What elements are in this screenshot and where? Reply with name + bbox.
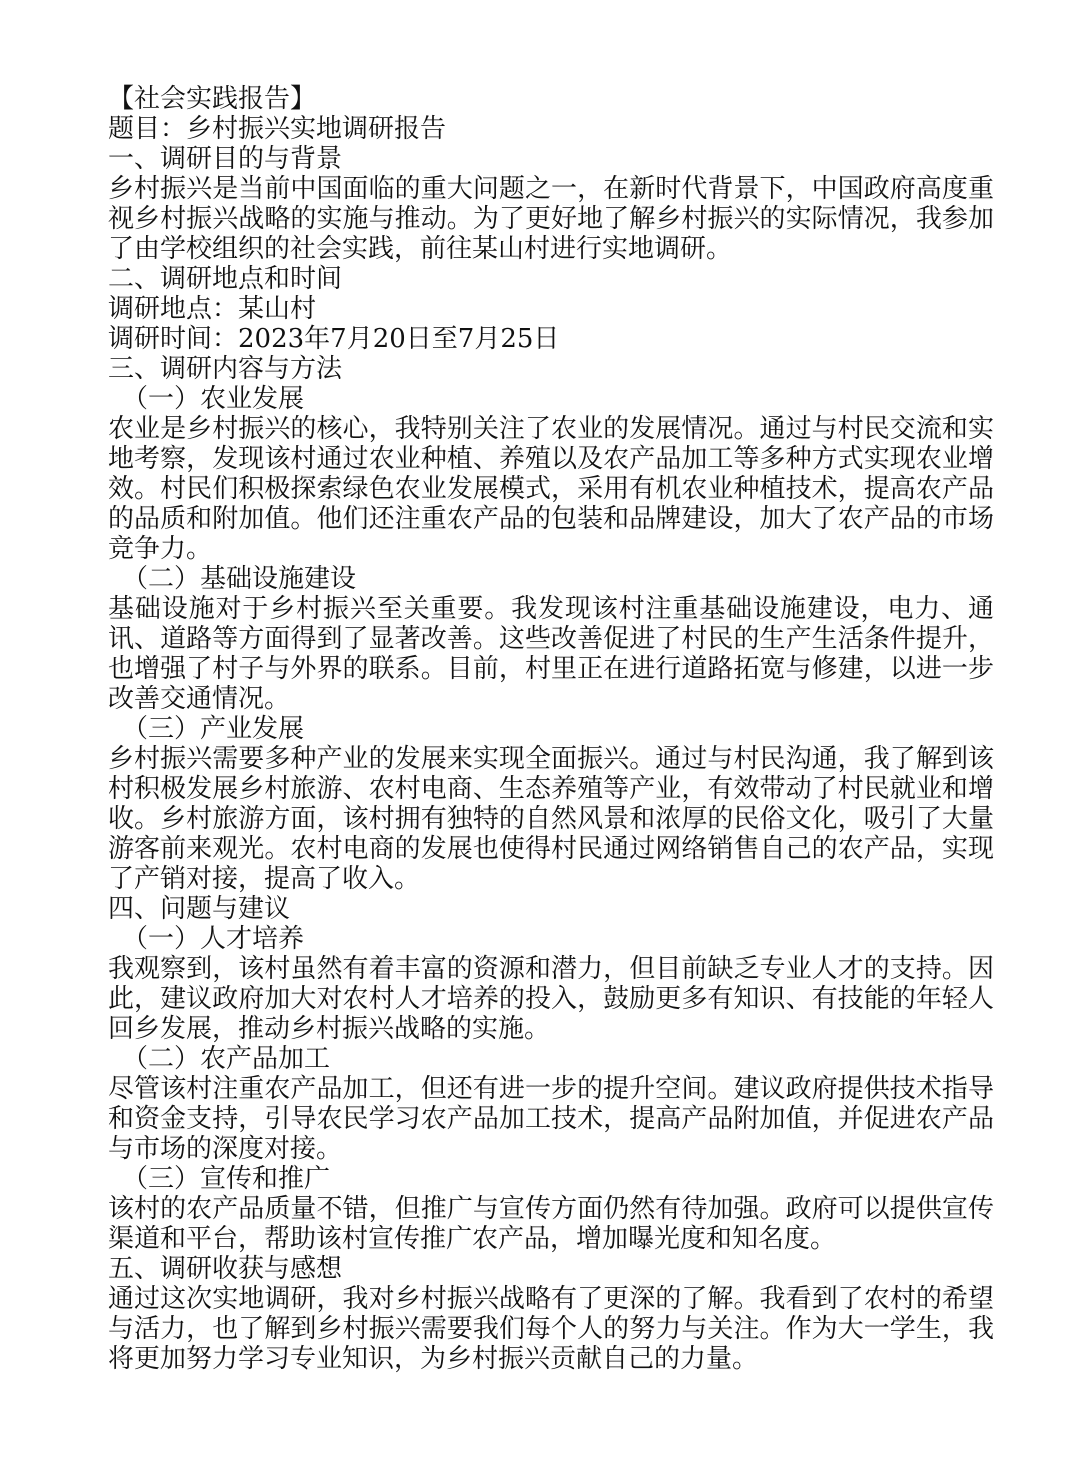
- report-page: [108, 84, 994, 1374]
- survey-time: 调研时间：2023年7月20日至7月25日: [108, 324, 560, 354]
- section-heading: 五、调研收获与感想: [108, 1254, 343, 1284]
- subsection-heading: （一）农业发展: [122, 384, 305, 414]
- paragraph: 乡村振兴是当前中国面临的重大问题之一，在新时代背景下，中国政府高度重视乡村振兴战略的实施与推动。为了更好地了解乡村振兴的实际情况，我参加了由学校组织的社会实践，前往某山村进行实地调研。: [108, 174, 994, 264]
- subsection-heading: （一）人才培养: [122, 924, 305, 954]
- paragraph: 尽管该村注重农产品加工，但还有进一步的提升空间。建议政府提供技术指导和资金支持，引导农民学习农产品加工技术，提高产品附加值，并促进农产品与市场的深度对接。: [108, 1074, 994, 1164]
- paragraph: 基础设施对于乡村振兴至关重要。我发现该村注重基础设施建设，电力、通讯、道路等方面得到了显著改善。这些改善促进了村民的生产生活条件提升，也增强了村子与外界的联系。目前，村里正在进行道路拓宽与修建，以进一步改善交通情况。: [108, 594, 994, 714]
- paragraph: 该村的农产品质量不错，但推广与宣传方面仍然有待加强。政府可以提供宣传渠道和平台，帮助该村宣传推广农产品，增加曝光度和知名度。: [108, 1194, 994, 1254]
- paragraph: 通过这次实地调研，我对乡村振兴战略有了更深的了解。我看到了农村的希望与活力，也了解到乡村振兴需要我们每个人的努力与关注。作为大一学生，我将更加努力学习专业知识，为乡村振兴贡献自己的力量。: [108, 1284, 994, 1374]
- subsection-heading: （三）宣传和推广: [122, 1164, 331, 1194]
- section-heading: 三、调研内容与方法: [108, 354, 343, 384]
- report-tag: 【社会实践报告】: [108, 84, 317, 114]
- paragraph: 农业是乡村振兴的核心，我特别关注了农业的发展情况。通过与村民交流和实地考察，发现该村通过农业种植、养殖以及农产品加工等多种方式实现农业增效。村民们积极探索绿色农业发展模式，采用有机农业种植技术，提高农产品的品质和附加值。他们还注重农产品的包装和品牌建设，加大了农产品的市场竞争力。: [108, 414, 994, 564]
- subsection-heading: （二）农产品加工: [122, 1044, 331, 1074]
- report-title: 题目：乡村振兴实地调研报告: [108, 114, 447, 144]
- paragraph: 我观察到，该村虽然有着丰富的资源和潜力，但目前缺乏专业人才的支持。因此，建议政府加大对农村人才培养的投入，鼓励更多有知识、有技能的年轻人回乡发展，推动乡村振兴战略的实施。: [108, 954, 994, 1044]
- section-heading: 二、调研地点和时间: [108, 264, 343, 294]
- section-heading: 四、问题与建议: [108, 894, 291, 924]
- paragraph: 乡村振兴需要多种产业的发展来实现全面振兴。通过与村民沟通，我了解到该村积极发展乡村旅游、农村电商、生态养殖等产业，有效带动了村民就业和增收。乡村旅游方面，该村拥有独特的自然风景和浓厚的民俗文化，吸引了大量游客前来观光。农村电商的发展也使得村民通过网络销售自己的农产品，实现了产销对接，提高了收入。: [108, 744, 994, 894]
- section-heading: 一、调研目的与背景: [108, 144, 343, 174]
- survey-location: 调研地点：某山村: [108, 294, 317, 324]
- subsection-heading: （三）产业发展: [122, 714, 305, 744]
- subsection-heading: （二）基础设施建设: [122, 564, 357, 594]
